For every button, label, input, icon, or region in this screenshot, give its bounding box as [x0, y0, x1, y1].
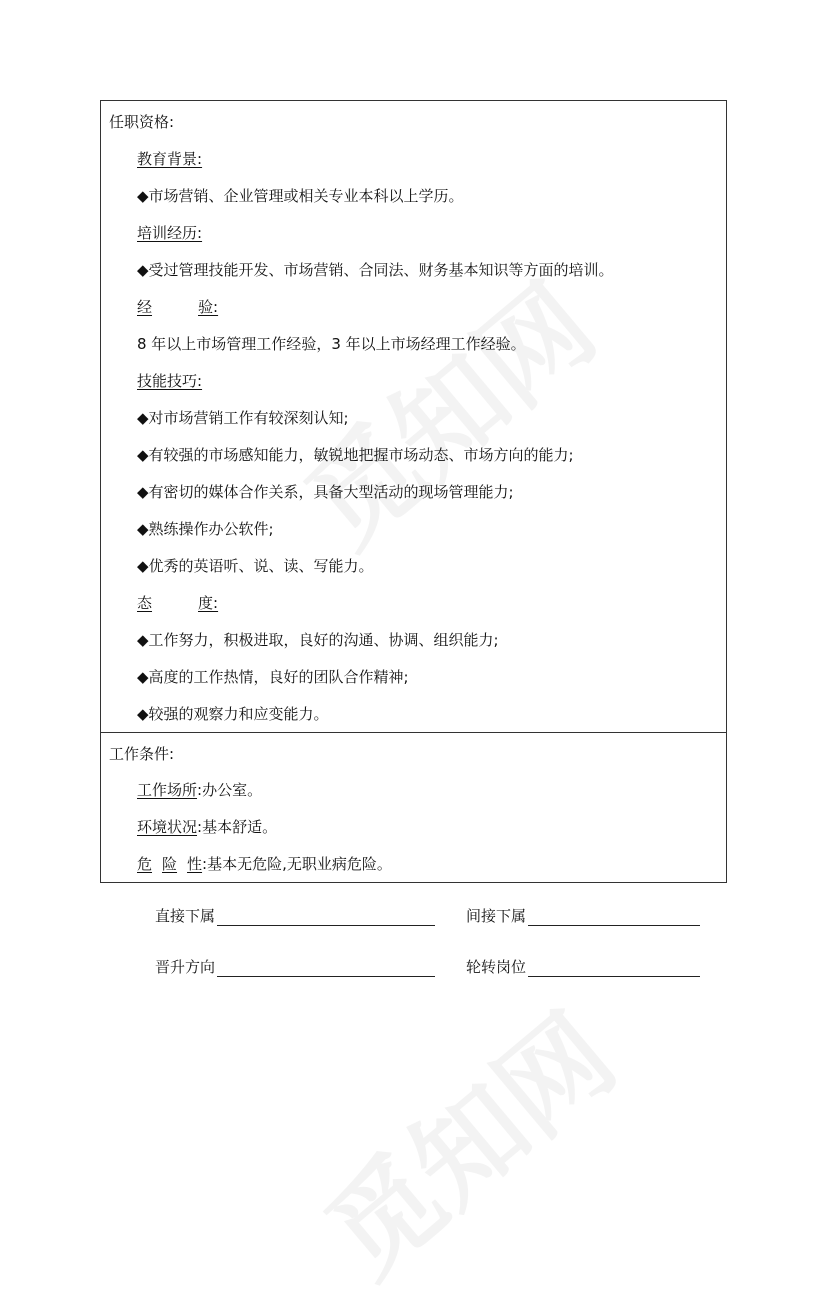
promotion-path-field: [155, 957, 435, 977]
workplace-row: [137, 780, 262, 800]
skills-item: ◆有密切的媒体合作关系，具备大型活动的现场管理能力;: [137, 483, 514, 501]
attitude-label: [137, 593, 218, 613]
direct-subordinate-field: [155, 906, 435, 926]
promotion-path-blank[interactable]: [217, 958, 435, 977]
experience-item: 8 年以上市场管理工作经验，3 年以上市场经理工作经验。: [137, 335, 526, 353]
promotion-path-label: 晋升方向: [155, 958, 216, 976]
danger-label-part: 性: [187, 855, 203, 873]
experience-label: [137, 297, 218, 317]
danger-row: [137, 854, 392, 874]
education-item: ◆市场营销、企业管理或相关专业本科以上学历。: [137, 187, 464, 205]
skills-item: ◆优秀的英语听、说、读、写能力。: [137, 557, 374, 575]
attitude-label-part: 态: [137, 594, 153, 612]
attitude-item: ◆工作努力，积极进取，良好的沟通、协调、组织能力;: [137, 631, 499, 649]
indirect-subordinate-blank[interactable]: [528, 907, 700, 926]
attitude-label-part: 度:: [198, 594, 219, 612]
training-item: ◆受过管理技能开发、市场营销、合同法、财务基本知识等方面的培训。: [137, 261, 614, 279]
skills-item: ◆有较强的市场感知能力，敏锐地把握市场动态、市场方向的能力;: [137, 446, 574, 464]
watermark: [288, 972, 642, 1305]
experience-label-part: 经: [137, 298, 153, 316]
danger-label: [137, 855, 202, 873]
skills-label: 技能技巧:: [137, 372, 203, 390]
qualifications-heading: 任职资格:: [109, 113, 175, 131]
environment-label: 环境状况: [137, 818, 198, 836]
rotation-position-label: 轮转岗位: [466, 958, 527, 976]
conditions-section: [100, 732, 727, 883]
workplace-label: 工作场所: [137, 781, 198, 799]
environment-value: :基本舒适。: [197, 818, 278, 836]
education-label: 教育背景:: [137, 150, 203, 168]
direct-subordinate-label: 直接下属: [155, 907, 216, 925]
direct-subordinate-blank[interactable]: [217, 907, 435, 926]
experience-label-part: 验:: [198, 298, 219, 316]
skills-item: ◆熟练操作办公软件;: [137, 520, 274, 538]
rotation-position-blank[interactable]: [528, 958, 700, 977]
qualifications-section: [100, 100, 727, 733]
skills-item: ◆对市场营销工作有较深刻认知;: [137, 409, 349, 427]
danger-label-part: 危: [137, 855, 153, 873]
danger-label-part: 险: [162, 855, 178, 873]
rotation-position-field: [466, 957, 700, 977]
indirect-subordinate-label: 间接下属: [466, 907, 527, 925]
attitude-item: ◆较强的观察力和应变能力。: [137, 705, 329, 723]
environment-row: [137, 817, 277, 837]
indirect-subordinate-field: [466, 906, 700, 926]
danger-value: :基本无危险,无职业病危险。: [202, 855, 392, 873]
attitude-item: ◆高度的工作热情，良好的团队合作精神;: [137, 668, 409, 686]
conditions-heading: 工作条件:: [109, 745, 175, 763]
training-label: 培训经历:: [137, 224, 203, 242]
workplace-value: :办公室。: [197, 781, 263, 799]
